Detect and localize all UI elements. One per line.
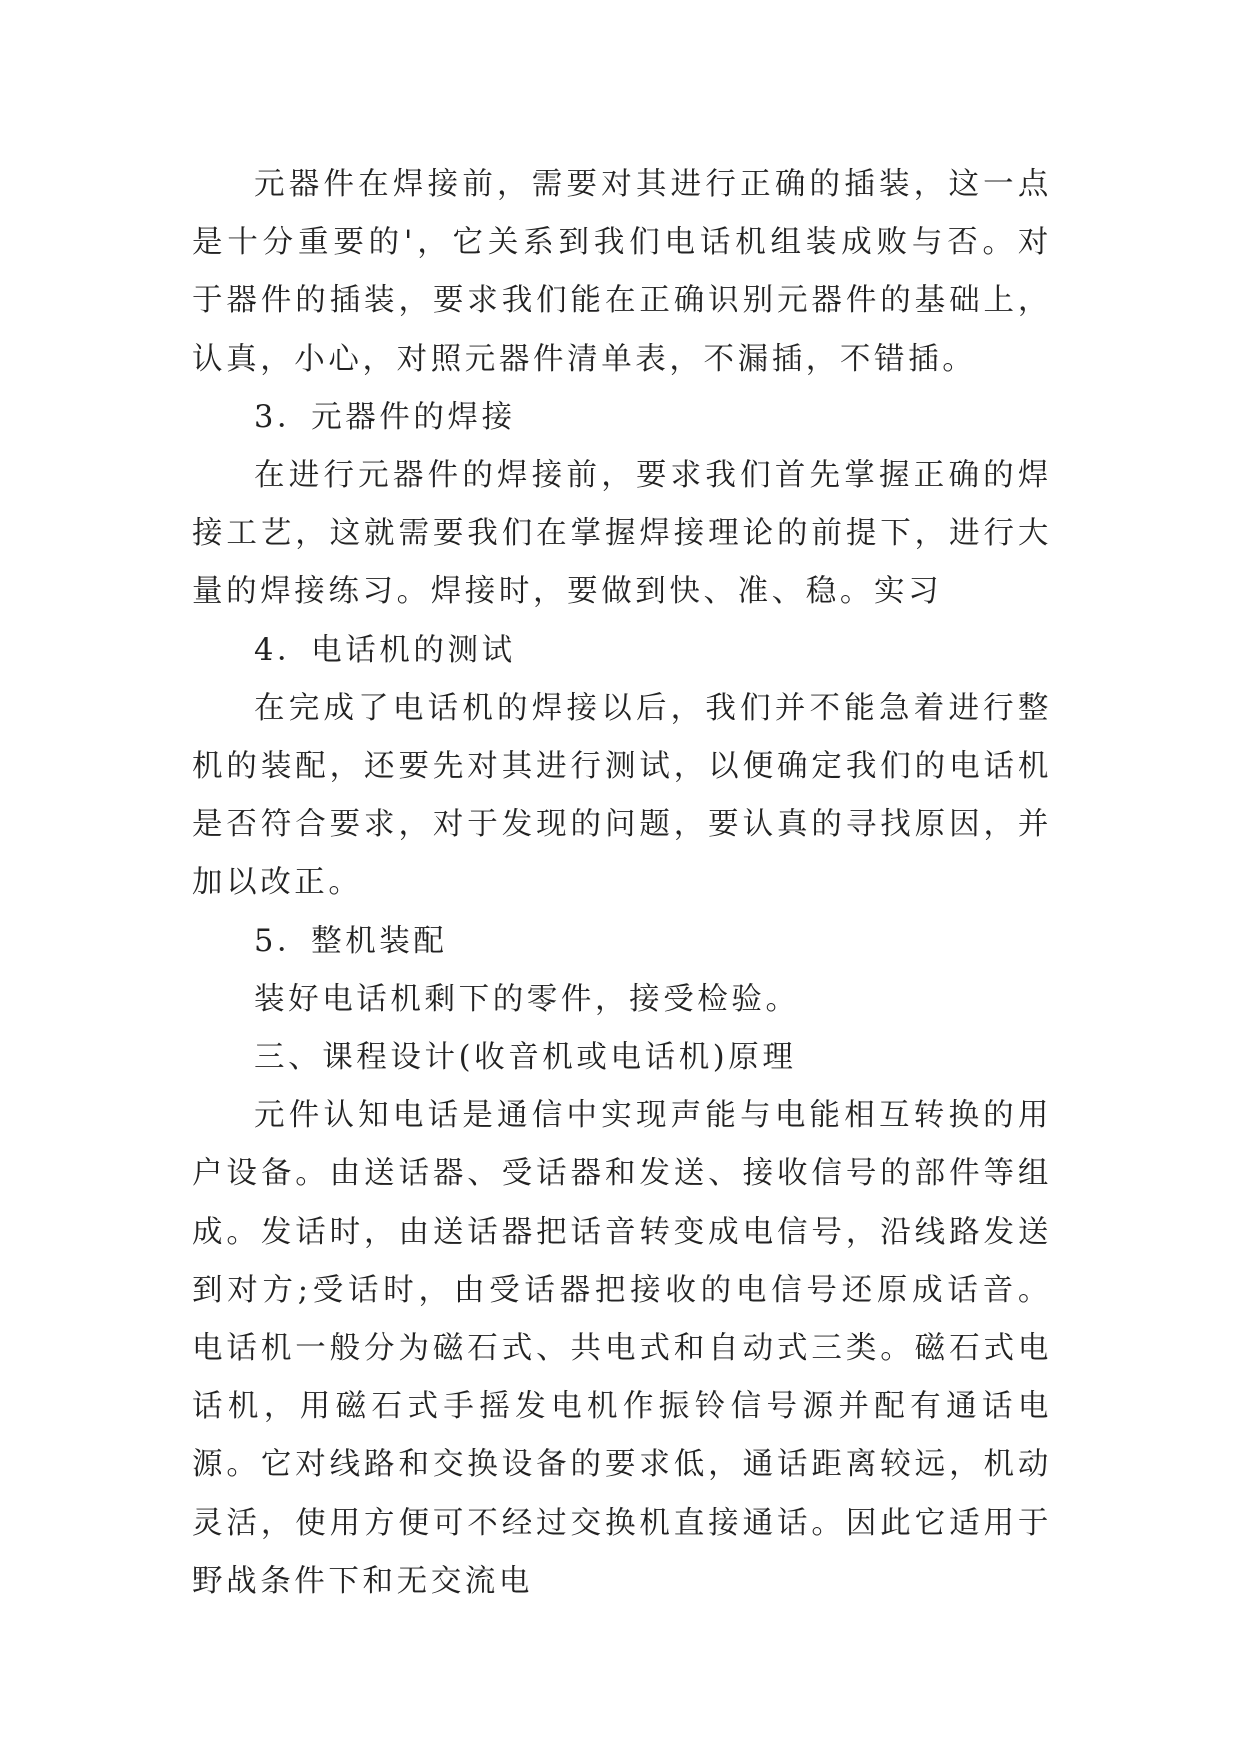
heading-soldering: 3．元器件的焊接: [254, 399, 516, 435]
paragraph-insertion: 元器件在焊接前，需要对其进行正确的插装，这一点是十分重要的'，它关系到我们电话机组装成败与否。对于器件的插装，要求我们能在正确识别元器件的基础上，认真，小心，对照元器件清单表，不漏插，不错插。: [192, 167, 1052, 377]
document-body: [192, 156, 1052, 1611]
paragraph-testing: 在完成了电话机的焊接以后，我们并不能急着进行整机的装配，还要先对其进行测试，以便确定我们的电话机是否符合要求，对于发现的问题，要认真的寻找原因，并加以改正。: [192, 690, 1052, 901]
paragraph-principle: 元件认知电话是通信中实现声能与电能相互转换的用户设备。由送话器、受话器和发送、接收信号的部件等组成。发话时，由送话器把话音转变成电信号，沿线路发送到对方;受话时，由受话器把接收的电信号还原成话音。电话机一般分为磁石式、共电式和自动式三类。磁石式电话机，用磁石式手摇发电机作振铃信号源并配有通话电源。它对线路和交换设备的要求低，通话距离较远，机动灵活，使用方便可不经过交换机直接通话。因此它适用于野战条件下和无交流电: [192, 1098, 1052, 1599]
paragraph-assembly: 装好电话机剩下的零件，接受检验。: [254, 981, 800, 1017]
paragraph-soldering: 在进行元器件的焊接前，要求我们首先掌握正确的焊接工艺，这就需要我们在掌握焊接理论的前提下，进行大量的焊接练习。焊接时，要做到快、准、稳。实习: [192, 458, 1052, 610]
heading-assembly: 5．整机装配: [254, 923, 448, 959]
heading-testing: 4．电话机的测试: [254, 632, 516, 668]
heading-principle: 三、课程设计(收音机或电话机)原理: [254, 1040, 797, 1076]
